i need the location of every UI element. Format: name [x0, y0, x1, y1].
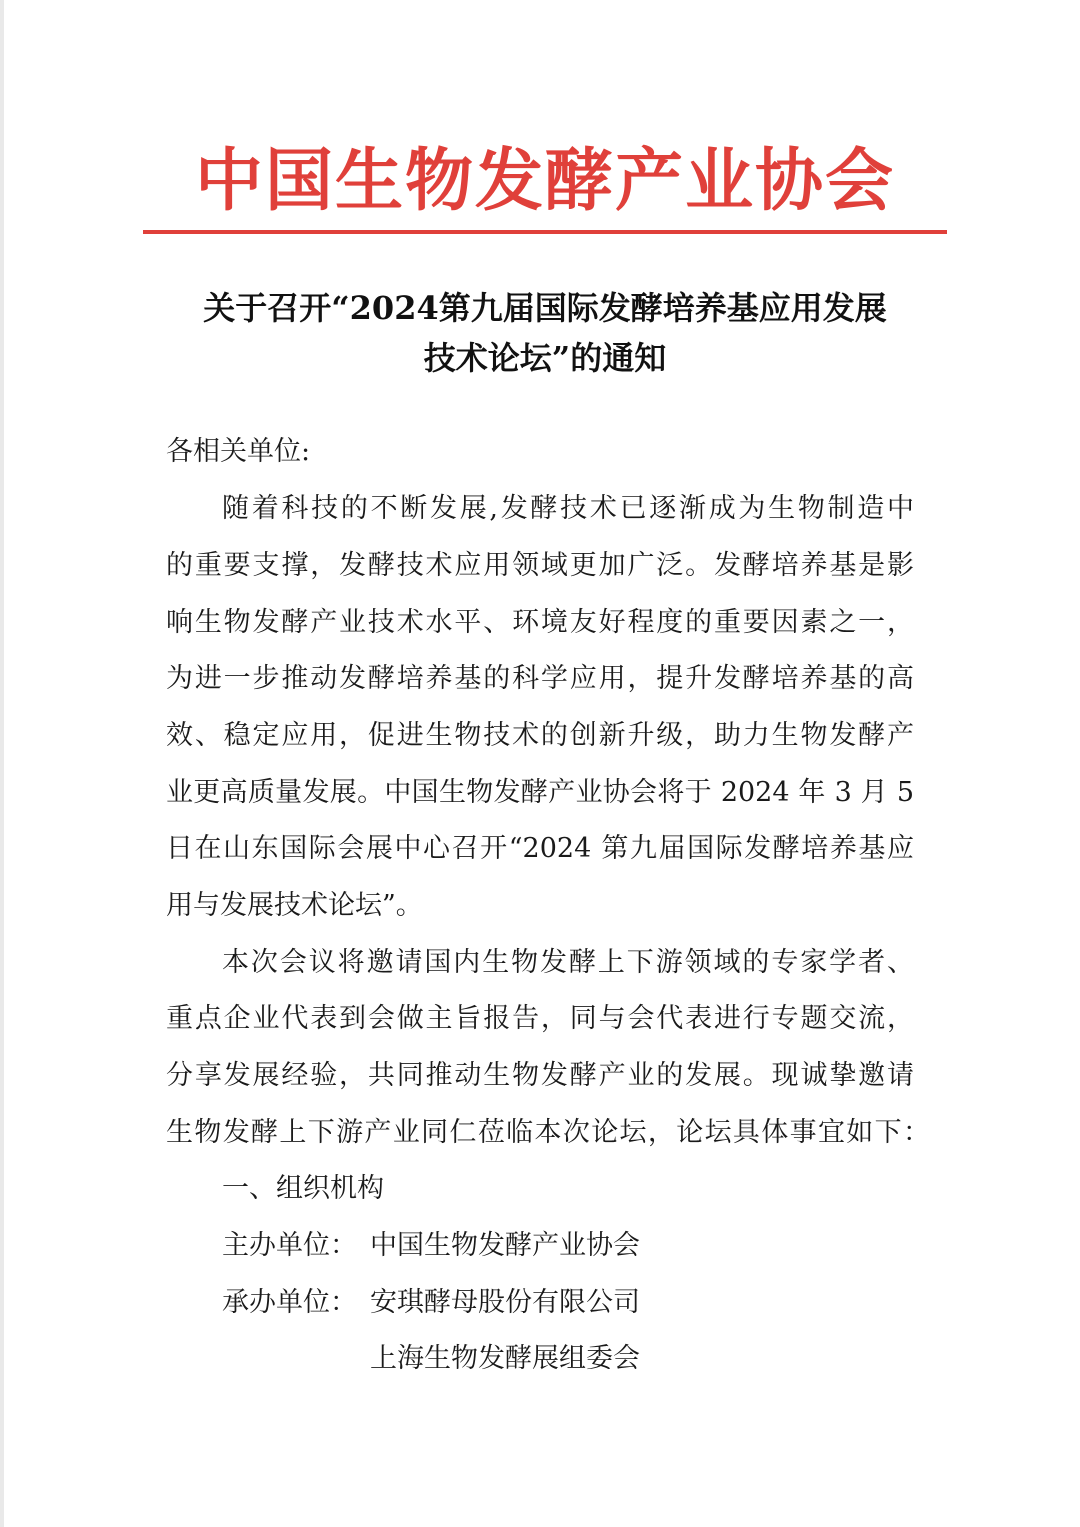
document-title-line-2: 技术论坛”的通知 [423, 339, 667, 377]
paragraph-2-line: 本次会议将邀请国内生物发酵上下游领域的专家学者、 [222, 947, 914, 978]
organizer-value: 安琪酵母股份有限公司 [370, 1287, 640, 1318]
paragraph-1-line: 用与发展技术论坛”。 [166, 890, 423, 921]
paragraph-2-line: 生物发酵上下游产业同仁莅临本次论坛，论坛具体事宜如下： [166, 1117, 930, 1148]
paragraph-1-line: 的重要支撑，发酵技术应用领域更加广泛。发酵培养基是影 [166, 550, 914, 581]
paragraph-1-line: 效、稳定应用，促进生物技术的创新升级，助力生物发酵产 [166, 720, 914, 751]
page-edge [0, 0, 4, 1527]
paragraph-1-line: 随着科技的不断发展,发酵技术已逐渐成为生物制造中 [222, 493, 914, 524]
letterhead-org-name: 中国生物发酵产业协会 [194, 141, 895, 221]
organizer-value: 上海生物发酵展组委会 [370, 1343, 640, 1374]
paragraph-1-line: 日在山东国际会展中心召开“2024 第九届国际发酵培养基应 [166, 833, 914, 864]
document-title-line-1: 关于召开“2024第九届国际发酵培养基应用发展 [203, 289, 887, 327]
paragraph-1-line: 为进一步推动发酵培养基的科学应用，提升发酵培养基的高 [166, 663, 914, 694]
paragraph-2-line: 重点企业代表到会做主旨报告，同与会代表进行专题交流， [166, 1003, 914, 1034]
section-heading-organization: 一、组织机构 [222, 1173, 384, 1204]
salutation: 各相关单位: [166, 436, 311, 467]
host-label: 主办单位： [222, 1230, 357, 1261]
paragraph-2-line: 分享发展经验，共同推动生物发酵产业的发展。现诚挚邀请 [166, 1060, 914, 1091]
organizer-label: 承办单位： [222, 1287, 357, 1318]
paragraph-1-line: 业更高质量发展。中国生物发酵产业协会将于 2024 年 3 月 5 [166, 777, 914, 808]
letterhead-red-rule [143, 230, 947, 234]
host-value: 中国生物发酵产业协会 [370, 1230, 640, 1261]
paragraph-1-line: 响生物发酵产业技术水平、环境友好程度的重要因素之一， [166, 607, 914, 638]
